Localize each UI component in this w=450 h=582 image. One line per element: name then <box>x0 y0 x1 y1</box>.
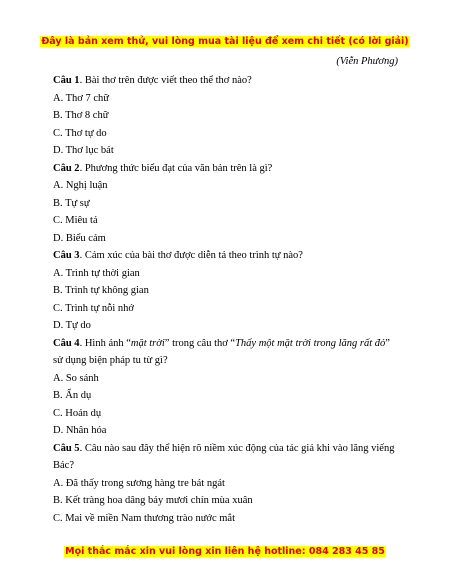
question-4 <box>53 335 398 370</box>
question-text: . Hình ảnh “ <box>79 337 131 349</box>
answer-option: C. Mai về miền Nam thương trào nước mắt <box>53 512 235 524</box>
hotline-banner <box>0 546 450 557</box>
question-term: mặt trời <box>130 337 165 349</box>
answer-option: B. Tự sự <box>53 197 90 209</box>
question-3 <box>53 247 398 265</box>
answer-option: A. Thơ 7 chữ <box>53 92 109 104</box>
preview-notice-text: Đây là bản xem thử, vui lòng mua tài liệu để xem chi tiết (có lời giải) <box>41 36 409 47</box>
question-label: Câu 1 <box>53 75 80 86</box>
answer-option: A. Đã thấy trong sương hàng tre bát ngát <box>53 477 225 489</box>
question-text: . Cảm xúc của bài thơ được diễn tả theo trình tự nào? <box>79 250 303 261</box>
answer-option: A. Trình tự thời gian <box>53 267 140 279</box>
question-label: Câu 3 <box>53 250 80 261</box>
question-list <box>53 72 398 527</box>
question-text: . Câu nào sau đây thể hiện rõ niềm xúc động của tác giả khi vào lăng viếng Bác? <box>53 442 395 471</box>
question-verse: Thấy một mặt trời trong lăng rất đỏ <box>235 337 386 349</box>
answer-option: B. Kết tràng hoa dâng bảy mươi chín mùa xuân <box>53 495 253 506</box>
question-label: Câu 5 <box>53 442 80 454</box>
question-2 <box>53 160 398 178</box>
question-label: Câu 2 <box>53 162 80 174</box>
preview-notice-banner <box>0 36 450 47</box>
question-text: . Bài thơ trên được viết theo thể thơ nào? <box>79 75 252 86</box>
question-text: ” trong câu thơ “ <box>164 337 236 349</box>
question-text: ” sử dụng biện pháp tu từ gì? <box>53 337 390 366</box>
answer-option: A. So sánh <box>53 372 99 384</box>
question-5 <box>53 440 398 475</box>
poem-author: (Viễn Phương) <box>336 56 398 67</box>
answer-option: D. Tự do <box>53 320 91 331</box>
question-1 <box>53 72 398 90</box>
answer-option: C. Miêu tả <box>53 215 98 226</box>
question-text: . Phương thức biểu đạt của văn bản trên là gì? <box>79 162 273 174</box>
answer-option: D. Biểu cảm <box>53 232 106 244</box>
answer-option: B. Thơ 8 chữ <box>53 110 109 121</box>
question-label: Câu 4 <box>53 337 80 349</box>
hotline-text: Mọi thắc mắc xin vui lòng xin liên hệ hotline: 084 283 45 85 <box>65 546 385 557</box>
answer-option: C. Hoán dụ <box>53 407 102 419</box>
answer-option: D. Thơ lục bát <box>53 145 114 156</box>
answer-option: C. Thơ tự do <box>53 127 107 139</box>
answer-option: B. Ẩn dụ <box>53 390 92 401</box>
answer-option: B. Trình tự không gian <box>53 285 149 296</box>
answer-option: D. Nhân hóa <box>53 425 107 436</box>
answer-option: A. Nghị luận <box>53 180 108 191</box>
answer-option: C. Trình tự nỗi nhớ <box>53 302 134 314</box>
